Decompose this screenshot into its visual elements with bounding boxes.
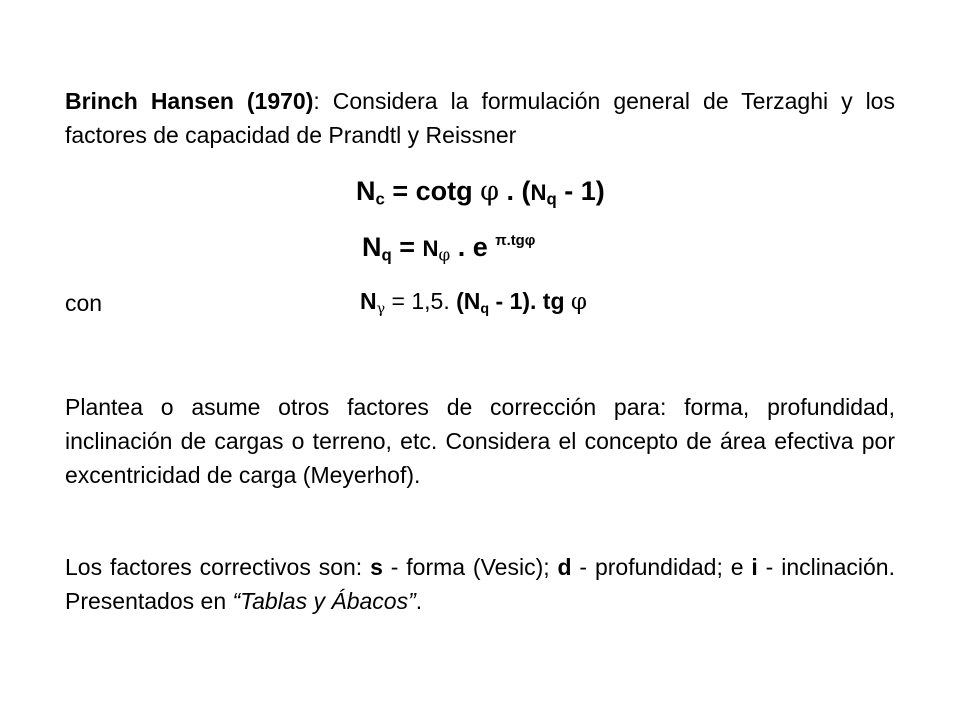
phi-symbol: φ xyxy=(480,176,499,207)
author-name: Brinch Hansen xyxy=(65,88,234,114)
correctives-paragraph: Los factores correctivos son: s - forma (Vesic); d - profundidad; e i - inclinación. Presentados en “Tablas y Ábacos”. xyxy=(65,554,895,614)
phi-symbol: φ xyxy=(570,289,588,315)
exponent: π.tgφ xyxy=(495,232,536,249)
factors-paragraph: Plantea o asume otros factores de corrección para: forma, profundidad, inclinación de cargas o terreno, etc. Considera el concepto de área efectiva por excentricidad de carga (Meyerhof). xyxy=(65,394,895,488)
formula-nq: $N_q = N_\varphi$ . e $^{\pi.tg\varphi}$ xyxy=(362,232,536,265)
formula-ngamma: $N_\gamma = 1,5$. $(N_q - 1)$. tg φ xyxy=(360,288,588,317)
formula-nc: $N_c = \cot g$ φ . $(N_q - 1)$ xyxy=(356,176,605,209)
author-year: (1970) xyxy=(246,88,314,114)
gamma-symbol: γ xyxy=(376,300,386,317)
reference-tablas-abacos: “Tablas y Ábacos” xyxy=(232,588,416,614)
intro-colon: : xyxy=(313,88,320,114)
formula-label-con: con xyxy=(65,290,103,316)
intro-paragraph xyxy=(65,84,895,152)
phi-symbol: φ xyxy=(438,244,451,265)
factor-i: i xyxy=(751,554,758,580)
intro-text: Considera la formulación general de Terzaghi y los factores de capacidad de Prandtl y Reissner xyxy=(65,88,895,148)
factor-s: s xyxy=(370,554,383,580)
factor-d: d xyxy=(557,554,572,580)
